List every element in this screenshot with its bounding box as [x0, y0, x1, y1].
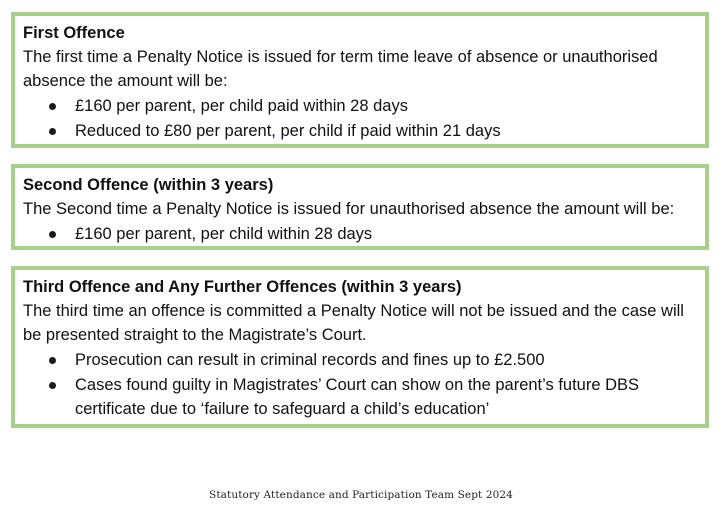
list-item [23, 119, 697, 143]
second-offence-list [23, 222, 697, 246]
bullet-text: £160 per parent, per child paid within 28 days [75, 97, 408, 115]
bullet-icon [49, 231, 56, 238]
second-offence-text: The Second time a Penalty Notice is issued for unauthorised absence the amount will be: [23, 200, 675, 218]
second-offence-panel [11, 164, 709, 250]
list-item [23, 348, 697, 372]
first-offence-list [23, 94, 697, 143]
list-item [23, 222, 697, 246]
first-offence-panel [11, 12, 709, 148]
bullet-text: £160 per parent, per child within 28 days [75, 225, 373, 243]
list-item [23, 94, 697, 118]
bullet-icon [49, 382, 56, 389]
second-offence-title: Second Offence (within 3 years) [23, 176, 274, 194]
third-offence-list [23, 348, 697, 421]
bullet-text: Cases found guilty in Magistrates’ Court can show on the parent’s future DBS certificate due to ‘failure to safeguard a child’s education’ [75, 376, 640, 418]
first-offence-title: First Offence [23, 24, 125, 42]
third-offence-text: The third time an offence is committed a Penalty Notice will not be issued and the case will be presented straight to the Magistrate’s Court. [23, 302, 684, 344]
bullet-icon [49, 357, 56, 364]
third-offence-title: Third Offence and Any Further Offences (within 3 years) [23, 278, 462, 296]
list-item [23, 373, 697, 421]
footer-credit: Statutory Attendance and Participation Team Sept 2024 [209, 489, 513, 501]
third-offence-panel [11, 266, 709, 428]
bullet-text: Prosecution can result in criminal records and fines up to £2.500 [75, 351, 545, 369]
first-offence-text: The first time a Penalty Notice is issued for term time leave of absence or unauthorised absence the amount will be: [23, 48, 658, 90]
bullet-icon [49, 128, 56, 135]
bullet-text: Reduced to £80 per parent, per child if paid within 21 days [75, 122, 501, 140]
bullet-icon [49, 103, 56, 110]
